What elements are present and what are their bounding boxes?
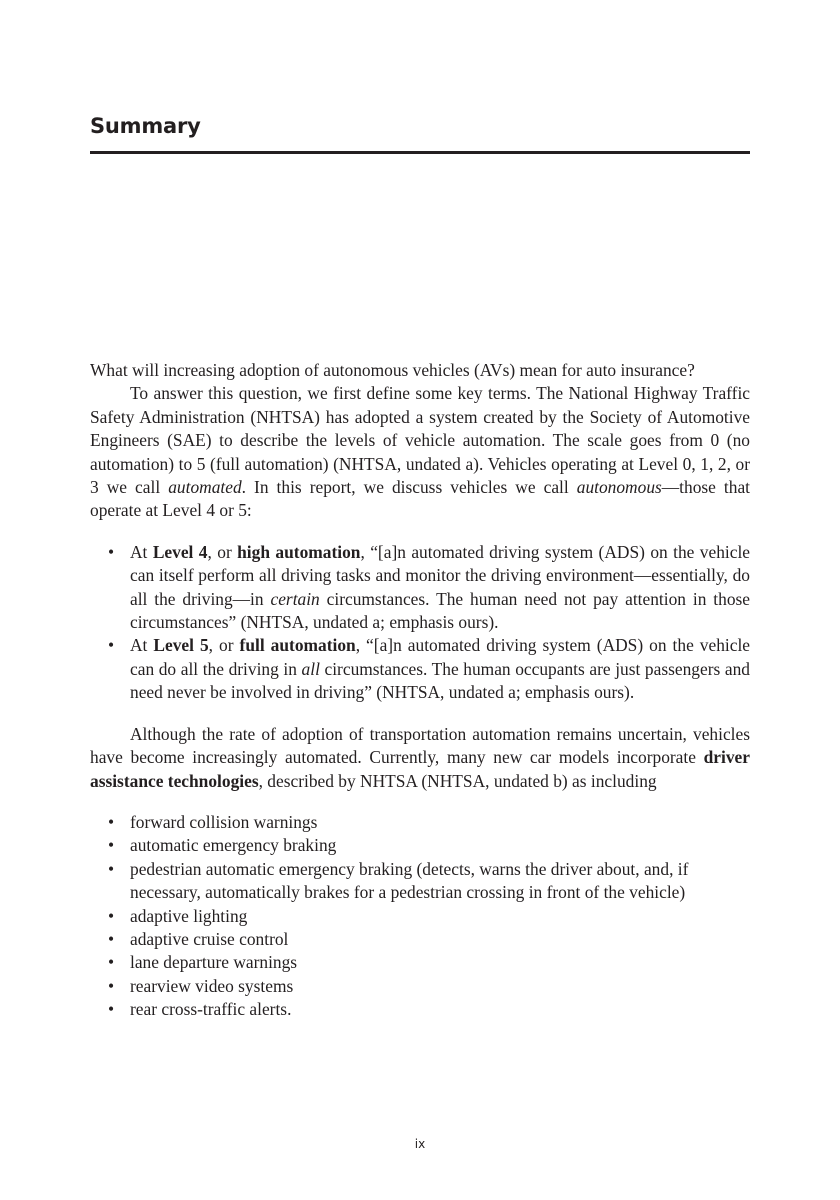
adoption-paragraph	[90, 723, 750, 793]
list-item	[108, 834, 750, 857]
level-quote-end: circumstances. The human occupants are just passengers and need never be involved in driving” (NHTSA, undated a; emphasis ours).	[130, 658, 750, 703]
level-quote-end: circumstances. The human need not pay attention in those circumstances” (NHTSA, undated a; emphasis ours).	[130, 588, 750, 633]
list-item	[108, 928, 750, 951]
intro-question-paragraph: What will increasing adoption of autonomous vehicles (AVs) mean for auto insurance?	[90, 360, 695, 380]
bullet-icon: •	[108, 835, 115, 856]
level-label: Level 4	[152, 541, 208, 562]
bullet-icon: •	[108, 858, 115, 879]
key-terms-text-3: —those that operate at Level 4 or 5:	[90, 477, 751, 521]
level-label: Level 5	[153, 635, 209, 656]
list-item-text: lane departure warnings	[130, 952, 298, 973]
list-item	[108, 998, 750, 1021]
title-rule-divider	[90, 151, 750, 154]
level-quote: , “[a]n automated driving system (ADS) on the vehicle can do all the driving in	[130, 635, 751, 679]
chapter-title: Summary	[90, 114, 201, 138]
driver-assistance-term: driver assistance technologies	[90, 747, 750, 791]
adoption-text-2: , described by NHTSA (NHTSA, undated b) as including	[258, 770, 657, 791]
level-emphasis: all	[301, 658, 320, 679]
list-item-text: adaptive cruise control	[130, 928, 289, 949]
emphasis-automated: automated	[168, 477, 242, 498]
bullet-icon: •	[108, 952, 115, 973]
emphasis-autonomous: autonomous	[576, 477, 662, 498]
bullet-icon: •	[108, 928, 115, 949]
level-text: At	[130, 635, 154, 656]
level-name: full automation	[239, 635, 356, 656]
list-item-text: rearview video systems	[130, 975, 294, 996]
list-item-level-4	[108, 541, 750, 635]
list-item	[108, 811, 750, 834]
page-number: ix	[414, 1137, 426, 1151]
list-item-text: pedestrian automatic emergency braking (detects, warns the driver about, and, if necessary, automatically brakes for a pedestrian crossing in front of the vehicle)	[130, 858, 689, 903]
level-text: At	[130, 541, 153, 562]
list-item	[108, 858, 750, 905]
adoption-text: Although the rate of adoption of transportation automation remains uncertain, vehicles have become increasingly automated. Currently, many new car models incorporate	[90, 723, 750, 768]
level-emphasis: certain	[270, 588, 320, 609]
body-text	[90, 359, 750, 1040]
level-text: , or	[208, 635, 240, 656]
automation-levels-list	[90, 541, 750, 705]
bullet-icon: •	[108, 975, 115, 996]
list-item	[108, 905, 750, 928]
level-name: high automation	[237, 541, 361, 562]
list-item-text: adaptive lighting	[130, 905, 248, 926]
technologies-list	[90, 811, 750, 1022]
list-item	[108, 975, 750, 998]
key-terms-text-2: . In this report, we discuss vehicles we call	[241, 477, 577, 498]
bullet-icon: •	[108, 999, 115, 1020]
list-item-text: rear cross-traffic alerts.	[130, 999, 292, 1020]
level-quote: , “[a]n automated driving system (ADS) on the vehicle can itself perform all driving tasks and monitor the driving environment—essentially, do all the driving—in	[130, 541, 750, 609]
bullet-icon: •	[108, 635, 115, 656]
list-item-text: forward collision warnings	[130, 811, 318, 832]
list-item-level-5	[108, 634, 751, 704]
list-item	[108, 951, 750, 974]
key-terms-text: To answer this question, we first define some key terms. The National Highway Traffic Safety Administration (NHTSA) has adopted a system created by the Society of Automotive Engineers (SAE) to describe the levels of vehicle automation. The scale goes from 0 (no automation) to 5 (full automation) (NHTSA, undated a). Vehicles operating at Level 0, 1, 2, or 3 we call	[90, 383, 750, 498]
list-item-text: automatic emergency braking	[130, 835, 337, 856]
bullet-icon: •	[108, 541, 115, 562]
key-terms-paragraph	[90, 382, 750, 522]
level-text: , or	[207, 541, 238, 562]
bullet-icon: •	[108, 811, 115, 832]
bullet-icon: •	[108, 905, 115, 926]
